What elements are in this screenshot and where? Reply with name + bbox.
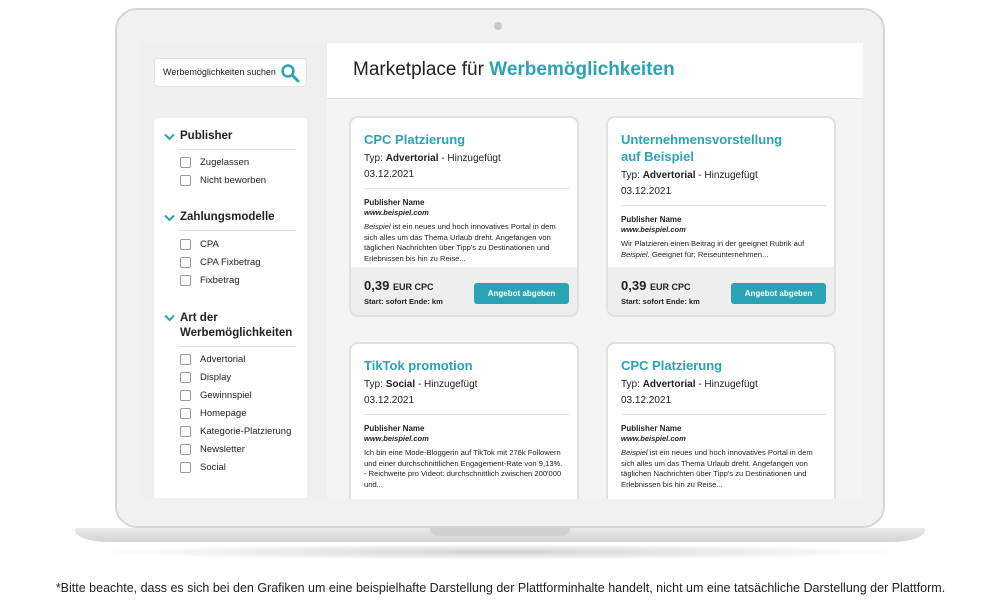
offer-card[interactable] [349,342,579,499]
divider [178,230,296,231]
card-type: Typ: Advertorial - Hinzugefügt [364,153,501,164]
card-type: Typ: Social - Hinzugefügt [364,379,478,390]
checkbox[interactable] [180,372,191,383]
search-input[interactable]: Werbemöglichkeiten suchen [163,67,276,77]
filter-group-art[interactable] [164,311,292,341]
option-label: Kategorie-Platzierung [200,426,292,437]
filter-option[interactable] [180,275,240,286]
publisher-name: Publisher Name [621,424,682,433]
card-type: Typ: Advertorial - Hinzugefügt [621,170,758,181]
option-label: CPA Fixbetrag [200,257,261,268]
divider [621,205,826,206]
chevron-down-icon [164,214,175,222]
checkbox[interactable] [180,239,191,250]
checkbox[interactable] [180,275,191,286]
filter-group-label: Zahlungsmodelle [180,211,275,223]
card-date: 03.12.2021 [364,169,415,180]
filter-option[interactable] [180,426,291,437]
footnote: *Bitte beachte, dass es sich bei den Grafiken um eine beispielhafte Darstellung der Plattforminhalte handelt, nicht um eine tatsächliche Darstellung der Plattform. [55,581,946,595]
checkbox[interactable] [180,354,191,365]
option-label: Advertorial [200,354,246,365]
option-label: Homepage [200,408,247,419]
checkbox[interactable] [180,408,191,419]
checkbox[interactable] [180,444,191,455]
publisher-url[interactable]: www.beispiel.com [621,434,686,443]
offer-button[interactable]: Angebot abgeben [474,283,569,304]
publisher-url[interactable]: www.beispiel.com [364,208,429,217]
card-date: 03.12.2021 [364,395,415,406]
publisher-name: Publisher Name [621,215,682,224]
option-label: CPA [200,239,219,250]
option-label: Nicht beworben [200,175,267,186]
offers-grid [327,99,863,499]
card-footer [351,267,577,315]
offer-card[interactable] [606,116,836,317]
filter-group-label: Art der [180,312,218,324]
app-screen [140,43,863,499]
checkbox[interactable] [180,390,191,401]
filter-group-label: Werbemöglichkeiten [180,327,293,339]
price: 0,39 EUR CPC [621,278,691,293]
filter-group-zahlungsmodelle[interactable] [164,211,275,223]
filter-option[interactable] [180,462,226,473]
runtime: Start: sofort Ende: km [364,297,443,306]
page-header [327,43,863,99]
offer-card[interactable] [349,116,579,317]
offer-button[interactable]: Angebot abgeben [731,283,826,304]
filter-option[interactable] [180,408,246,419]
option-label: Newsletter [200,444,245,455]
checkbox[interactable] [180,462,191,473]
card-type: Typ: Advertorial - Hinzugefügt [621,379,758,390]
laptop-shadow [90,544,910,560]
filter-option[interactable] [180,372,231,383]
search-icon[interactable] [280,63,300,83]
option-label: Gewinnspiel [200,390,252,401]
card-description: Ich bin eine Mode-Bloggerin auf TikTok mit 276k Followern und einer durchschnittlichen Engagement-Rate von 9,13%. - Reichweite pro Videot: durchschnittlich zwischen 200'000 und... [364,448,563,489]
card-description: Beispiel ist ein neues und hoch innovatives Portal in dem sich alles um das Thema Urlaub dreht. Angefangen von täglichen Nachrichten über Tipp's zu Destinationen und Erlebnissen bis hin zu Reise... [621,448,813,489]
runtime: Start: sofort Ende: km [621,297,700,306]
laptop-notch [430,528,570,536]
chevron-down-icon [164,133,175,141]
main-area [327,43,863,499]
option-label: Display [200,372,232,383]
filter-group-publisher[interactable] [164,130,232,142]
card-description: Beispiel ist ein neues und hoch innovatives Portal in dem sich alles um das Thema Urlaub dreht. Angefangen von täglichen Nachrichten über Tipp's zu Destinationen und Erlebnissen bis hin zu Reise... [364,222,556,263]
search-box[interactable] [154,58,307,87]
filter-option[interactable] [180,390,252,401]
filter-option[interactable] [180,239,219,250]
option-label: Social [200,462,226,473]
camera-icon [494,22,502,30]
card-title[interactable]: Unternehmensvorstellung auf Beispiel [621,132,783,164]
filter-group-label: Publisher [180,130,233,142]
filter-option[interactable] [180,257,261,268]
filter-option[interactable] [180,175,266,186]
publisher-url[interactable]: www.beispiel.com [364,434,429,443]
card-title[interactable]: CPC Platzierung [364,132,466,147]
divider [178,346,296,347]
publisher-name: Publisher Name [364,424,425,433]
card-date: 03.12.2021 [621,395,672,406]
option-label: Fixbetrag [200,275,240,286]
filter-panel [154,118,307,498]
divider [621,414,826,415]
publisher-name: Publisher Name [364,198,425,207]
checkbox[interactable] [180,157,191,168]
checkbox[interactable] [180,426,191,437]
card-date: 03.12.2021 [621,186,672,197]
publisher-url[interactable]: www.beispiel.com [621,225,686,234]
card-title[interactable]: CPC Platzierung [621,358,723,373]
price: 0,39 EUR CPC [364,278,434,293]
divider [178,149,296,150]
filter-option[interactable] [180,157,249,168]
divider [364,188,569,189]
checkbox[interactable] [180,175,191,186]
filter-option[interactable] [180,354,245,365]
checkbox[interactable] [180,257,191,268]
option-label: Zugelassen [200,157,250,168]
sidebar [140,43,327,499]
chevron-down-icon [164,314,175,322]
divider [364,414,569,415]
filter-option[interactable] [180,444,245,455]
page-title: Marketplace für Werbemöglichkeiten [353,59,675,80]
card-title[interactable]: TikTok promotion [364,358,473,373]
card-footer [608,267,834,315]
offer-card[interactable] [606,342,836,499]
card-description: Wir Platzieren einen Beitrag in der geeignet Rubrik auf Beispiel. Geeignet für: Reiseunternehmen... [621,239,805,259]
